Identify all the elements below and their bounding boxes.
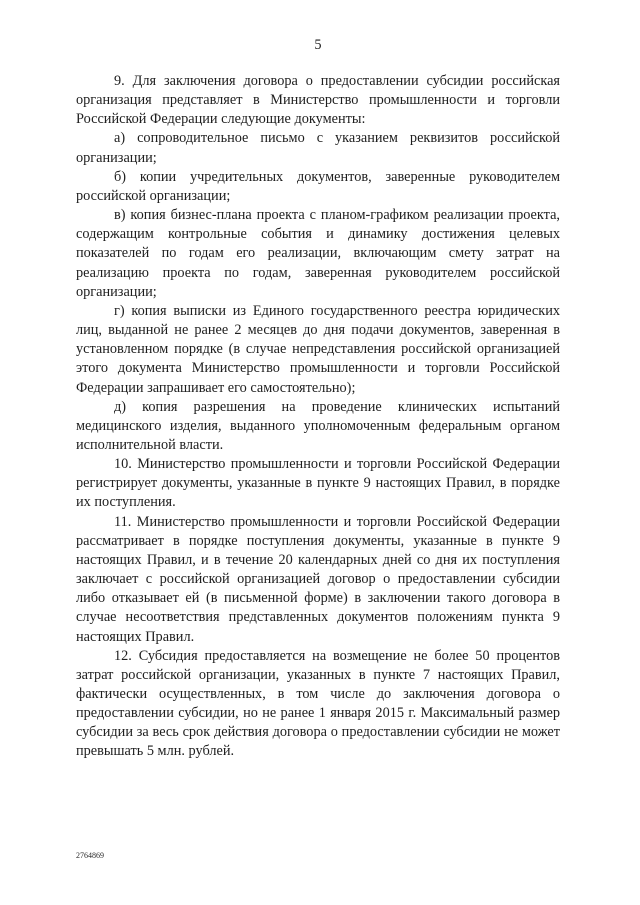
page-number: 5 <box>314 37 322 53</box>
paragraph-12: 12. Субсидия предоставляется на возмещение не более 50 процентов затрат российской организации, указанных в пункте 7 настоящих Правил, фактически осуществленных, в том числе до заключения договора о предоставлении субсидии, но не ранее 1 января 2015 г. Максимальный размер субсидии за весь срок действия договора о предоставлении субсидии не может превышать 5 млн. рублей. <box>76 647 560 760</box>
paragraph-9-g: г) копия выписки из Единого государственного реестра юридических лиц, выданной не ранее 2 месяцев до дня подачи документов, заверенная в установленном порядке (в случае непредставления российской организацией этого документа Министерство промышленности и торговли Российской Федерации запрашивает его самостоятельно); <box>76 302 560 396</box>
paragraph-10: 10. Министерство промышленности и торговли Российской Федерации регистрирует документы, указанные в пункте 9 настоящих Правил, в порядке их поступления. <box>76 456 560 511</box>
paragraph-9-d: д) копия разрешения на проведение клинических испытаний медицинского изделия, выданного уполномоченным федеральным органом исполнительной власти. <box>76 398 560 453</box>
document-code: 2764869 <box>76 851 104 860</box>
paragraph-9-b: б) копии учредительных документов, заверенные руководителем российской организации; <box>76 168 560 204</box>
paragraph-11: 11. Министерство промышленности и торговли Российской Федерации рассматривает в порядке поступления документы, указанные в пункте 9 настоящих Правил, и в течение 20 календарных дней со дня их поступления заключает с российской организацией договор о предоставлении субсидии либо отказывает ей (в письменной форме) в заключении такого договора в случае несоответствия представленных документов положениям пункта 9 настоящих Правил. <box>76 513 560 645</box>
paragraph-9: 9. Для заключения договора о предоставлении субсидии российская организация представляет в Министерство промышленности и торговли Российской Федерации следующие документы: <box>76 73 560 128</box>
paragraph-9-a: а) сопроводительное письмо с указанием реквизитов российской организации; <box>76 130 560 166</box>
paragraph-9-v: в) копия бизнес-плана проекта с планом-графиком реализации проекта, содержащим контрольные события и динамику достижения целевых показателей по годам его реализации, включающим смету затрат на реализацию проекта по годам, заверенная руководителем российской организации; <box>76 207 560 300</box>
